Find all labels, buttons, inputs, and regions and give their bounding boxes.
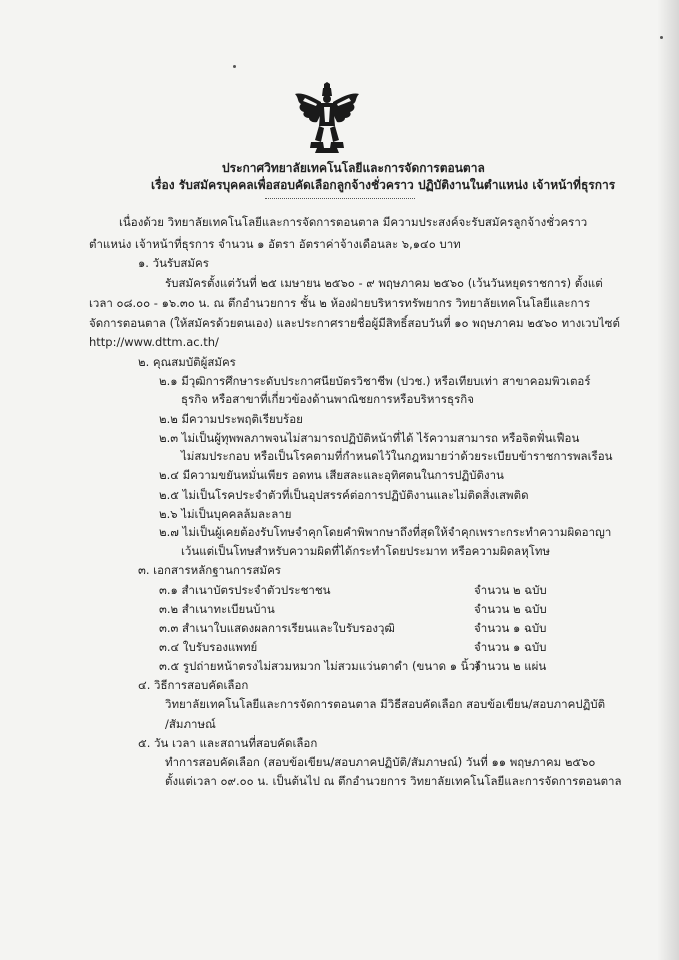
document-subject: เรื่อง รับสมัครบุคคลเพื่อสอบคัดเลือกลูกจ้างชั่วคราว ปฏิบัติงานในตำแหน่ง เจ้าหน้าที่ธุรการ [151,178,616,192]
section-text: วิทยาลัยเทคโนโลยีและการจัดการตอนตาล มีวิธีสอบคัดเลือก สอบข้อเขียน/สอบภาคปฏิบัติ [165,697,606,711]
document-item: ๓.๒ สำเนาทะเบียนบ้าน [159,602,275,616]
document-quantity: จำนวน ๒ ฉบับ [474,602,547,616]
section-text: เวลา ๐๘.๐๐ - ๑๖.๓๐ น. ณ ตึกอำนวยการ ชั้น ๒ ห้องฝ่ายบริหารทรัพยากร วิทยาลัยเทคโนโลยีและการ [89,296,591,310]
website-url: http://www.dttm.ac.th/ [89,335,219,349]
qualification-item: ๒.๖ ไม่เป็นบุคคลล้มละลาย [159,507,292,521]
document-quantity: จำนวน ๒ ฉบับ [474,583,547,597]
intro-line: เนื่องด้วย วิทยาลัยเทคโนโลยีและการจัดการตอนตาล มีความประสงค์จะรับสมัครลูกจ้างชั่วคราว [119,215,588,229]
qualification-item: ๒.๕ ไม่เป็นโรคประจำตัวที่เป็นอุปสรรค์ต่อการปฏิบัติงานและไม่ติดสิ่งเสพติด [159,488,529,502]
document-quantity: จำนวน ๑ ฉบับ [474,640,547,654]
qualification-item: ๒.๓ ไม่เป็นผู้ทุพพลภาพจนไม่สามารถปฏิบัติหน้าที่ได้ ไร้ความสามารถ หรือจิตฟั่นเฟือน [159,431,580,445]
section-heading: ๓. เอกสารหลักฐานการสมัคร [138,563,281,577]
qualification-item: ๒.๒ มีความประพฤติเรียบร้อย [159,412,303,426]
scan-edge-shadow [657,0,679,960]
qualification-item: ๒.๔ มีความขยันหมั่นเพียร อดทน เสียสละและอุทิศตนในการปฏิบัติงาน [159,468,504,482]
document-quantity: จำนวน ๑ ฉบับ [474,621,547,635]
qualification-item: ๒.๑ มีวุฒิการศึกษาระดับประกาศนียบัตรวิชาชีพ (ปวช.) หรือเทียบเท่า สาขาคอมพิวเตอร์ [159,374,591,388]
section-text: ตั้งแต่เวลา ๐๙.๐๐ น. เป็นต้นไป ณ ตึกอำนวยการ วิทยาลัยเทคโนโลยีและการจัดการตอนตาล [165,774,622,788]
document-title: ประกาศวิทยาลัยเทคโนโลยีและการจัดการตอนตาล [222,161,485,175]
intro-line: ตำแหน่ง เจ้าหน้าที่ธุรการ จำนวน ๑ อัตรา อัตราค่าจ้างเดือนละ ๖,๑๔๐ บาท [89,237,461,251]
section-heading: ๕. วัน เวลา และสถานที่สอบคัดเลือก [138,736,318,750]
scan-speck [660,36,663,39]
section-text: รับสมัครตั้งแต่วันที่ ๒๕ เมษายน ๒๕๖๐ - ๙ พฤษภาคม ๒๕๖๐ (เว้นวันหยุดราชการ) ตั้งแต่ [165,276,603,290]
document-item: ๓.๕ รูปถ่ายหน้าตรงไม่สวมหมวก ไม่สวมแว่นตาดำ (ขนาด ๑ นิ้ว) [159,659,480,673]
document-item: ๓.๔ ใบรับรองแพทย์ [159,640,258,654]
document-item: ๓.๓ สำเนาใบแสดงผลการเรียนและใบรับรองวุฒิ [159,621,395,635]
section-heading: ๒. คุณสมบัติผู้สมัคร [138,355,236,369]
section-heading: ๑. วันรับสมัคร [138,256,209,270]
section-heading: ๔. วิธีการสอบคัดเลือก [138,678,249,692]
document-item: ๓.๑ สำเนาบัตรประจำตัวประชาชน [159,583,331,597]
garuda-emblem-icon [293,82,361,154]
qualification-item: ธุรกิจ หรือสาขาที่เกี่ยวข้องด้านพาณิชยการหรือบริหารธุรกิจ [181,392,474,406]
section-text: /สัมภาษณ์ [165,717,216,731]
section-text: ทำการสอบคัดเลือก (สอบข้อเขียน/สอบภาคปฏิบัติ/สัมภาษณ์) วันที่ ๑๑ พฤษภาคม ๒๕๖๐ [165,755,596,769]
document-quantity: จำนวน ๒ แผ่น [474,659,547,673]
qualification-item: ๒.๗ ไม่เป็นผู้เคยต้องรับโทษจำคุกโดยคำพิพากษาถึงที่สุดให้จำคุกเพราะกระทำความผิดอาญา [159,525,612,539]
qualification-item: ไม่สมประกอบ หรือเป็นโรคตามที่กำหนดไว้ในกฎหมายว่าด้วยระเบียบข้าราชการพลเรือน [181,449,613,463]
scan-speck [233,65,236,68]
qualification-item: เว้นแต่เป็นโทษสำหรับความผิดที่ได้กระทำโดยประมาท หรือความผิดลหุโทษ [181,544,551,558]
section-text: จัดการตอนตาล (ให้สมัครด้วยตนเอง) และประกาศรายชื่อผู้มีสิทธิ์สอบวันที่ ๑๐ พฤษภาคม ๒๕๖๐ ทางเวบไซต์ [89,316,620,330]
title-divider [265,198,415,199]
